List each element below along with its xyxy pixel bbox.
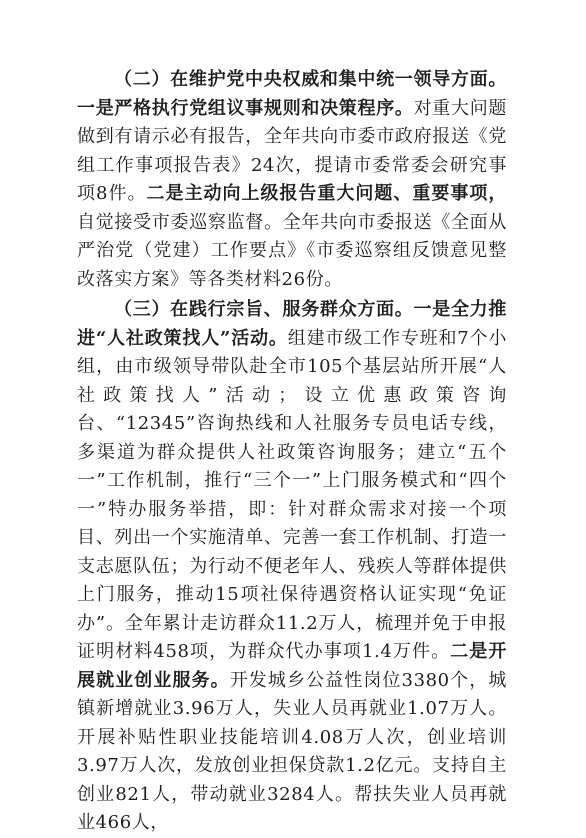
document-body xyxy=(77,66,507,838)
paragraph-section-two xyxy=(77,66,507,294)
body-run: 开发城乡公益性岗位3380个，城镇新增就业3.96万人，失业人员再就业1.07万人。开展补贴性职业技能培训4.08万人次，创业培训3.97万人次，发放创业担保贷款1.2亿元。支持自主创业821人，带动就业3284人。帮扶失业人员再就业466人， xyxy=(77,669,507,833)
body-run: 对重大问题做到有请示必有报告，全年共向市委市政府报送《党组工作事项报告表》24次，提请市委常委会研究事项8件。 xyxy=(77,97,507,204)
paragraph-section-three xyxy=(77,296,507,838)
heading-run: （二）在维护党中央权威和集中统一领导方面。一是严格执行党组议事规则和决策程序。 xyxy=(77,69,507,119)
heading-run: （三）在践行宗旨、服务群众方面。一是全力推进“人社政策找人”活动。 xyxy=(77,299,507,349)
heading-run: 二是主动向上级报告重大问题、重要事项， xyxy=(146,183,507,204)
heading-run: 二是开展就业创业服务。 xyxy=(77,641,507,691)
body-run: 自觉接受市委巡察监督。全年共向市委报送《全面从严治党（党建）工作要点》《市委巡察组反馈意见整改落实方案》等各类材料26份。 xyxy=(77,211,507,290)
body-run: 组建市级工作专班和7个小组，由市级领导带队赴全市105个基层站所开展“人社政策找人”活动；设立优惠政策咨询台、“12345”咨询热线和人社服务专员电话专线，多渠道为群众提供人社政策咨询服务；建立“五个一”工作机制，推行“三个一”上门服务模式和“四个一”特办服务举措，即：针对群众需求对接一个项目、列出一个实施清单、完善一套工作机制、打造一支志愿队伍；为行动不便老年人、残疾人等群体提供上门服务，推动15项社保待遇资格认证实现“免证办”。全年累计走访群众11.2万人，梳理并免于申报证明材料458项，为群众代办事项1.4万件。 xyxy=(77,327,508,662)
